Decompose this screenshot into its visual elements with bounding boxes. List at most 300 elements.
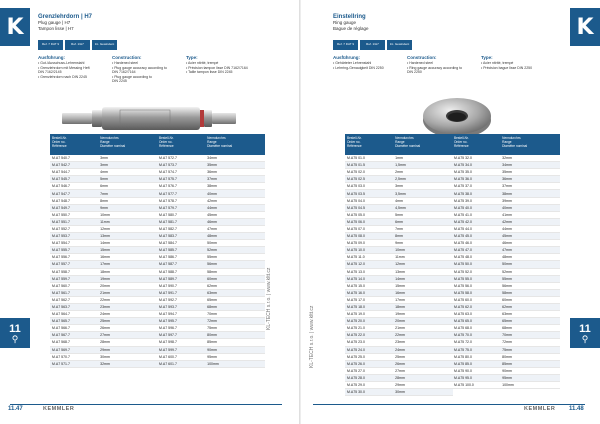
range-cell: 5mm — [395, 212, 403, 217]
product-subtitle-en: Ring gauge — [333, 20, 357, 25]
table-row — [345, 162, 453, 169]
spec-item: • Grenzlehrdorn nach DIN 2245 — [38, 74, 87, 79]
table-row — [452, 169, 560, 176]
chip: Int. Gewindent — [387, 40, 412, 50]
table-header — [157, 134, 265, 155]
range-cell: 1,5mm — [395, 163, 406, 168]
range-cell: 9mm — [100, 205, 108, 210]
brand-footer: KEMMLER — [524, 406, 556, 412]
table-body — [50, 155, 158, 368]
range-cell: 90mm — [502, 368, 512, 373]
table-row — [452, 254, 560, 261]
range-cell: 6mm — [100, 184, 108, 189]
order-number-cell: M.A7 563.7 — [52, 305, 70, 310]
range-cell: 24mm — [395, 347, 405, 352]
order-number-cell: M.A75 45.0 — [454, 234, 472, 239]
order-table-1 — [50, 134, 158, 368]
order-number-cell: M.A75 19.0 — [347, 312, 365, 317]
order-number-cell: M.A75 21.0 — [347, 326, 365, 331]
range-cell: 34mm — [207, 156, 217, 161]
range-cell: 4mm — [100, 170, 108, 175]
range-cell: 85mm — [502, 361, 512, 366]
order-number-cell: M.A7 587.7 — [159, 262, 177, 267]
spec-item: • Précision tampon lisse DIN 7162/7164 — [186, 65, 248, 70]
table-row — [452, 190, 560, 197]
range-cell: 21mm — [100, 290, 110, 295]
order-number-cell: M.A75 63.0 — [454, 312, 472, 317]
section-tab[interactable] — [0, 318, 30, 348]
table-row — [345, 339, 453, 346]
table-row — [50, 212, 158, 219]
table-row — [345, 198, 453, 205]
range-cell: 42mm — [207, 198, 217, 203]
range-cell: 75mm — [207, 326, 217, 331]
table-row — [452, 226, 560, 233]
range-cell: 75mm — [502, 347, 512, 352]
range-cell: 11mm — [100, 219, 110, 224]
spec-item: DIN 2250 — [407, 70, 422, 74]
order-number-cell: M.A75 18.0 — [347, 305, 365, 310]
range-cell: 100mm — [502, 383, 514, 388]
range-cell: 20mm — [100, 283, 110, 288]
order-number-cell: M.A75 37.0 — [454, 184, 472, 189]
order-number-cell: M.A75 11.0 — [347, 255, 365, 260]
table-row — [452, 339, 560, 346]
order-number-cell: M.A7 545.7 — [52, 177, 70, 182]
spec-item: • Gut-/Ausschuss-Lehrenstahl — [38, 61, 85, 65]
range-cell: 48mm — [502, 255, 512, 260]
order-number-cell: M.A7 586.7 — [159, 255, 177, 260]
chip: Ref. 7 DAT 9 — [333, 40, 358, 50]
order-number-cell: M.A75 20.0 — [347, 319, 365, 324]
range-cell: 35mm — [207, 163, 217, 168]
table-row — [452, 233, 560, 240]
order-number-cell: M.A7 577.7 — [159, 191, 177, 196]
range-cell: 22mm — [100, 297, 110, 302]
order-number-cell: M.A75 47.0 — [454, 248, 472, 253]
order-number-cell: M.A75 01.5 — [347, 163, 365, 168]
table-row — [157, 261, 265, 268]
range-cell: 18mm — [395, 305, 405, 310]
table-row — [452, 205, 560, 212]
order-number-cell: M.A75 05.0 — [347, 212, 365, 217]
range-cell: 56mm — [207, 262, 217, 267]
range-cell: 18mm — [100, 269, 110, 274]
range-cell: 35mm — [502, 170, 512, 175]
order-number-cell: M.A75 68.0 — [454, 326, 472, 331]
order-table-2 — [452, 134, 560, 389]
table-row — [452, 276, 560, 283]
section-number: 11 — [579, 322, 591, 335]
order-number-cell: M.A7 547.7 — [52, 191, 70, 196]
table-row — [452, 361, 560, 368]
order-number-cell: M.A7 590.7 — [159, 283, 177, 288]
range-cell: 21mm — [395, 326, 405, 331]
order-number-cell: M.A75 01.0 — [347, 156, 365, 161]
plug-gauge-image — [58, 100, 238, 136]
spec-title: Type: — [481, 55, 493, 60]
section-number: 11 — [9, 322, 21, 335]
spec-item: • Taille tampon lisse DIN 2245 — [186, 70, 233, 74]
order-number-cell: M.A7 553.7 — [52, 234, 70, 239]
order-number-cell: M.A75 03.0 — [347, 184, 365, 189]
table-row — [157, 339, 265, 346]
table-row — [50, 339, 158, 346]
order-number-cell: M.A75 30.0 — [347, 390, 365, 395]
table-row — [50, 276, 158, 283]
order-number-cell: M.A7 574.7 — [159, 170, 177, 175]
spec-title: Construction: — [112, 55, 142, 60]
range-cell: 42mm — [502, 219, 512, 224]
section-tab[interactable] — [570, 318, 600, 348]
brand-logo: K — [6, 14, 24, 40]
table-row — [50, 240, 158, 247]
order-number-cell: M.A7 591.7 — [159, 290, 177, 295]
order-number-cell: M.A75 65.0 — [454, 319, 472, 324]
range-cell: 19mm — [395, 312, 405, 317]
product-title: Einstellring — [333, 14, 366, 20]
table-row — [345, 176, 453, 183]
order-number-cell: M.A75 36.0 — [454, 177, 472, 182]
order-number-cell: M.A7 582.7 — [159, 226, 177, 231]
product-subtitle-en: Plug gauge | H7 — [38, 20, 71, 25]
table-row — [452, 198, 560, 205]
order-number-cell: M.A75 04.5 — [347, 205, 365, 210]
table-row — [157, 276, 265, 283]
range-cell: 56mm — [502, 283, 512, 288]
order-number-cell: M.A7 592.7 — [159, 297, 177, 302]
order-number-cell: M.A75 12.0 — [347, 262, 365, 267]
table-row — [50, 311, 158, 318]
magnifier-icon: ⚲ — [11, 333, 19, 344]
range-cell: 55mm — [207, 255, 217, 260]
table-row — [345, 389, 453, 396]
table-row — [157, 219, 265, 226]
spec-item: • Gehärteter Lehrenstahl — [333, 61, 372, 65]
order-number-cell: M.A75 42.0 — [454, 219, 472, 224]
table-row — [50, 226, 158, 233]
order-number-cell: M.A7 565.7 — [52, 319, 70, 324]
table-row — [157, 240, 265, 247]
order-number-cell: M.A75 55.0 — [454, 276, 472, 281]
table-row — [50, 162, 158, 169]
order-number-cell: M.A7 576.7 — [159, 184, 177, 189]
spec-column-de — [333, 55, 401, 75]
order-number-cell: M.A7 600.7 — [159, 354, 177, 359]
order-number-cell: M.A7 570.7 — [52, 354, 70, 359]
range-cell: 48mm — [207, 234, 217, 239]
table-row — [50, 318, 158, 325]
vertical-website-text: KL-TECH s.r.o. | www.kltt.cz — [309, 305, 315, 368]
order-number-cell: M.A7 597.7 — [159, 333, 177, 338]
order-number-cell: M.A75 39.0 — [454, 198, 472, 203]
range-cell: 15mm — [395, 283, 405, 288]
order-number-cell: M.A75 41.0 — [454, 212, 472, 217]
order-number-cell: M.A7 550.7 — [52, 212, 70, 217]
order-number-cell: M.A7 551.7 — [52, 219, 70, 224]
order-number-cell: M.A7 572.7 — [159, 156, 177, 161]
table-row — [157, 190, 265, 197]
range-cell: 20mm — [395, 319, 405, 324]
range-cell: 45mm — [502, 234, 512, 239]
range-cell: 55mm — [502, 276, 512, 281]
table-row — [345, 325, 453, 332]
table-row — [50, 190, 158, 197]
range-cell: 30mm — [100, 354, 110, 359]
table-row — [157, 198, 265, 205]
table-row — [345, 347, 453, 354]
table-row — [452, 375, 560, 382]
table-row — [452, 283, 560, 290]
table-row — [157, 183, 265, 190]
vertical-website-text: KL-TECH s.r.o. | www.kltt.cz — [266, 267, 272, 330]
brand-footer: KEMMLER — [43, 406, 75, 412]
brand-logo-tab — [570, 8, 600, 46]
spec-columns — [38, 55, 254, 84]
order-number-cell: M.A75 09.0 — [347, 241, 365, 246]
range-cell: 62mm — [502, 305, 512, 310]
table-row — [157, 297, 265, 304]
range-cell: 17mm — [395, 297, 405, 302]
order-number-cell: M.A75 48.0 — [454, 255, 472, 260]
table-row — [452, 297, 560, 304]
table-row — [345, 311, 453, 318]
range-cell: 52mm — [207, 248, 217, 253]
order-number-cell: M.A75 100.0 — [454, 383, 474, 388]
spec-column-fr — [481, 55, 549, 75]
table-row — [345, 226, 453, 233]
order-number-cell: M.A75 07.0 — [347, 226, 365, 231]
spec-columns — [333, 55, 549, 75]
order-number-cell: M.A7 581.7 — [159, 219, 177, 224]
range-cell: 16mm — [395, 290, 405, 295]
order-number-cell: M.A75 70.0 — [454, 333, 472, 338]
range-cell: 58mm — [502, 290, 512, 295]
table-row — [345, 269, 453, 276]
range-cell: 17mm — [100, 262, 110, 267]
table-row — [345, 283, 453, 290]
table-row — [452, 311, 560, 318]
range-cell: 10mm — [100, 212, 110, 217]
order-table-1 — [345, 134, 453, 396]
table-row — [345, 155, 453, 162]
range-cell: 15mm — [100, 248, 110, 253]
order-number-cell: M.A75 23.0 — [347, 340, 365, 345]
order-number-cell: M.A75 26.0 — [347, 361, 365, 366]
table-row — [345, 254, 453, 261]
header-order-no: Bestell-Nr. Order no. Référence — [347, 136, 362, 148]
table-row — [50, 361, 158, 368]
left-page — [0, 0, 299, 424]
range-cell: 46mm — [207, 219, 217, 224]
range-cell: 2mm — [395, 170, 403, 175]
order-number-cell: M.A7 583.7 — [159, 234, 177, 239]
header-range: Nenndurchm. Range Diamètre nominal — [100, 136, 126, 148]
footer-divider — [10, 404, 282, 405]
table-header — [452, 134, 560, 155]
range-cell: 14mm — [395, 276, 405, 281]
spec-column-en — [112, 55, 180, 84]
table-row — [50, 332, 158, 339]
table-row — [345, 368, 453, 375]
range-cell: 95mm — [207, 354, 217, 359]
table-row — [157, 290, 265, 297]
page-number: 11.48 — [569, 406, 584, 412]
order-number-cell: M.A75 02.0 — [347, 170, 365, 175]
order-number-cell: M.A7 552.7 — [52, 226, 70, 231]
table-row — [345, 297, 453, 304]
order-number-cell: M.A7 594.7 — [159, 312, 177, 317]
table-row — [345, 332, 453, 339]
order-number-cell: M.A75 24.0 — [347, 347, 365, 352]
order-number-cell: M.A7 584.7 — [159, 241, 177, 246]
order-number-cell: M.A7 595.7 — [159, 319, 177, 324]
brand-logo-tab — [0, 8, 30, 46]
table-row — [345, 212, 453, 219]
order-number-cell: M.A7 560.7 — [52, 283, 70, 288]
range-cell: 32mm — [100, 361, 110, 366]
range-cell: 80mm — [207, 333, 217, 338]
range-cell: 40mm — [207, 191, 217, 196]
spec-item: • Plug gauge according to — [112, 74, 152, 79]
spec-column-de — [38, 55, 106, 84]
range-cell: 3mm — [100, 156, 108, 161]
order-number-cell: M.A75 06.0 — [347, 219, 365, 224]
order-number-cell: M.A75 85.0 — [454, 361, 472, 366]
table-row — [452, 368, 560, 375]
table-row — [157, 304, 265, 311]
range-cell: 100mm — [207, 361, 219, 366]
table-row — [50, 290, 158, 297]
range-cell: 5mm — [100, 177, 108, 182]
range-cell: 62mm — [207, 283, 217, 288]
range-cell: 95mm — [502, 375, 512, 380]
order-number-cell: M.A7 601.7 — [159, 361, 177, 366]
table-row — [50, 155, 158, 162]
range-cell: 23mm — [395, 340, 405, 345]
range-cell: 68mm — [207, 305, 217, 310]
order-number-cell: M.A7 596.7 — [159, 326, 177, 331]
order-number-cell: M.A7 561.7 — [52, 290, 70, 295]
range-cell: 1mm — [395, 156, 403, 161]
table-row — [50, 247, 158, 254]
table-row — [157, 269, 265, 276]
reference-chips — [333, 40, 412, 50]
order-number-cell: M.A7 580.7 — [159, 212, 177, 217]
range-cell: 65mm — [502, 319, 512, 324]
range-cell: 4,5mm — [395, 205, 406, 210]
range-cell: 16mm — [100, 255, 110, 260]
header-order-no: Bestell-Nr. Order no. Référence — [159, 136, 174, 148]
spec-item: • Hardened steel — [112, 61, 138, 65]
range-cell: 9mm — [395, 241, 403, 246]
order-number-cell: M.A7 571.7 — [52, 361, 70, 366]
range-cell: 50mm — [207, 241, 217, 246]
table-header — [50, 134, 158, 155]
spec-item: DIN 2245 — [112, 79, 127, 83]
order-number-cell: M.A7 566.7 — [52, 326, 70, 331]
table-row — [345, 304, 453, 311]
order-number-cell: M.A7 555.7 — [52, 248, 70, 253]
table-row — [345, 190, 453, 197]
range-cell: 7mm — [100, 191, 108, 196]
range-cell: 63mm — [207, 290, 217, 295]
range-cell: 47mm — [207, 226, 217, 231]
table-row — [157, 155, 265, 162]
range-cell: 37mm — [207, 177, 217, 182]
order-number-cell: M.A75 16.0 — [347, 290, 365, 295]
order-number-cell: M.A75 40.0 — [454, 205, 472, 210]
table-row — [157, 205, 265, 212]
product-title-block — [333, 14, 369, 32]
range-cell: 12mm — [100, 226, 110, 231]
table-body — [157, 155, 265, 368]
range-cell: 72mm — [207, 319, 217, 324]
reference-chips — [38, 40, 117, 50]
table-row — [50, 205, 158, 212]
table-row — [157, 226, 265, 233]
order-number-cell: M.A7 567.7 — [52, 333, 70, 338]
range-cell: 38mm — [207, 184, 217, 189]
spec-item: • Ring gauge accuracy according to — [407, 65, 463, 70]
order-number-cell: M.A75 50.0 — [454, 262, 472, 267]
order-number-cell: M.A7 588.7 — [159, 269, 177, 274]
range-cell: 30mm — [395, 390, 405, 395]
range-cell: 2,5mm — [395, 177, 406, 182]
order-number-cell: M.A75 14.0 — [347, 276, 365, 281]
range-cell: 40mm — [502, 205, 512, 210]
table-row — [345, 183, 453, 190]
order-number-cell: M.A7 556.7 — [52, 255, 70, 260]
order-number-cell: M.A75 08.0 — [347, 234, 365, 239]
order-number-cell: M.A75 44.0 — [454, 226, 472, 231]
order-number-cell: M.A7 548.7 — [52, 198, 70, 203]
table-row — [157, 169, 265, 176]
table-row — [157, 212, 265, 219]
table-row — [157, 283, 265, 290]
table-row — [452, 269, 560, 276]
range-cell: 52mm — [502, 269, 512, 274]
spec-item: • Précision bague lisse DIN 2250 — [481, 65, 533, 70]
range-cell: 36mm — [207, 170, 217, 175]
order-number-cell: M.A7 564.7 — [52, 312, 70, 317]
table-row — [452, 290, 560, 297]
range-cell: 26mm — [100, 326, 110, 331]
order-number-cell: M.A7 573.7 — [159, 163, 177, 168]
table-row — [157, 318, 265, 325]
range-cell: 46mm — [502, 241, 512, 246]
order-number-cell: M.A75 34.0 — [454, 163, 472, 168]
range-cell: 19mm — [100, 276, 110, 281]
range-cell: 38mm — [502, 191, 512, 196]
range-cell: 27mm — [395, 368, 405, 373]
range-cell: 41mm — [502, 212, 512, 217]
table-row — [157, 361, 265, 368]
table-row — [157, 347, 265, 354]
table-row — [50, 283, 158, 290]
table-row — [345, 354, 453, 361]
range-cell: 37mm — [502, 184, 512, 189]
table-row — [50, 347, 158, 354]
order-number-cell: M.A75 60.0 — [454, 297, 472, 302]
order-number-cell: M.A7 554.7 — [52, 241, 70, 246]
order-number-cell: M.A75 27.0 — [347, 368, 365, 373]
range-cell: 10mm — [395, 248, 405, 253]
table-row — [157, 254, 265, 261]
table-row — [157, 247, 265, 254]
order-number-cell: M.A75 02.5 — [347, 177, 365, 182]
order-number-cell: M.A75 03.5 — [347, 191, 365, 196]
